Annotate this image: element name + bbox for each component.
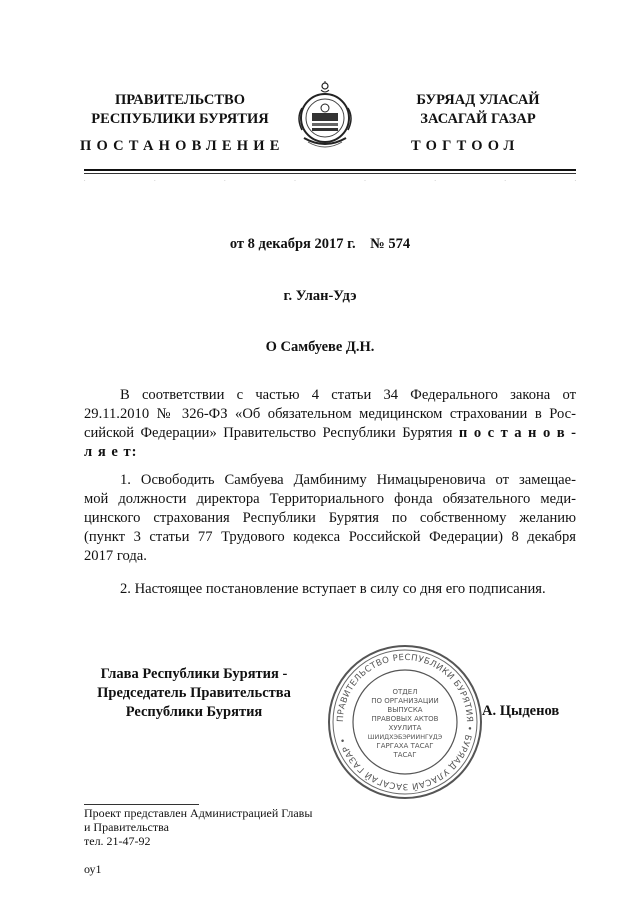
preamble-resolves-part2: л я е т: [84,444,138,460]
item-1-paragraph [84,471,576,566]
document-city: г. Улан-Удэ [283,288,357,304]
footer-note [84,806,312,848]
signatory-position [84,665,304,722]
preamble-resolves-part1: п о с т а н о в - [458,425,576,441]
header-left-org [80,91,280,129]
header-left-line2: РЕСПУБЛИКИ БУРЯТИЯ [91,111,269,127]
item-1-line-5: 2017 года. [84,548,147,564]
header-left-line1: ПРАВИТЕЛЬСТВО [115,92,245,108]
header-right-org [378,91,578,129]
stamp-inner-line3: ВЫПУСКА [387,706,423,714]
stamp-inner-line4: ПРАВОВЫХ АКТОВ [371,715,439,723]
item-2-paragraph: 2. Настоящее постановление вступает в силу со дня его подписания. [120,581,546,597]
stamp-inner-line1: ОТДЕЛ [392,688,418,696]
signatory-position-line3: Республики Бурятия [125,704,263,720]
stamp-outer-text: ПРАВИТЕЛЬСТВО РЕСПУБЛИКИ БУРЯТИЯ • БУРЯАД УЛАСАЙ ЗАСАГАЙ ГАЗАР • [335,652,475,792]
footer-rule [84,804,199,805]
signatory-name: А. Цыденов [482,703,560,719]
stamp-inner-line7: ГАРГАХА ТАСАГ [376,742,434,750]
preamble-paragraph [84,386,576,462]
footer-line3: тел. 21-47-92 [84,834,151,848]
item-1-line-4: (пункт 3 статьи 77 Трудового кодекса Российской Федерации) 8 декабря [84,529,576,545]
footer-line2: и Правительства [84,820,169,834]
header-rule-thin [84,173,576,174]
signatory-position-line1: Глава Республики Бурятия - [100,666,288,682]
stamp-inner-line6: ШИИДХЭБЭРИИНГУДЭ [367,733,443,741]
preamble-line-3 [84,424,576,443]
header-dotted-rule: . . . . . . . . [84,177,576,183]
doc-type-right: ТОГТООЛ [411,138,520,154]
document-date-number: от 8 декабря 2017 г. № 574 [229,236,411,252]
footer-line1: Проект представлен Администрацией Главы [84,806,313,820]
header-right-line2: ЗАСАГАЙ ГАЗАР [420,111,536,127]
header-right-line1: БУРЯАД УЛАСАЙ [416,92,540,108]
signatory-position-line2: Председатель Правительства [97,685,291,701]
official-stamp [325,642,485,802]
stamp-inner-line5: ХУУЛИТА [388,724,422,732]
stamp-inner-line2: ПО ОРГАНИЗАЦИИ [371,697,439,705]
doc-type-left: ПОСТАНОВЛЕНИЕ [80,138,285,154]
stamp-inner-line8: ТАСАГ [393,751,417,759]
footer-code: оу1 [84,862,102,876]
preamble-line-2: 29.11.2010 № 326-ФЗ «Об обязательном медицинском страховании в Рос- [84,406,576,422]
header-rule-thick [84,169,576,171]
coat-of-arms-icon [294,80,356,152]
document-title: О Самбуеве Д.Н. [265,339,375,355]
item-1-line-2: мой должности директора Территориального фонда обязательного меди- [84,491,576,507]
preamble-line-1: В соответствии с частью 4 статьи 34 Федерального закона от [120,387,576,403]
preamble-line-3-text: сийской Федерации» Правительство Республики Бурятия [84,425,459,441]
item-1-line-3: цинского страхования Республики Бурятия по собственному желанию [84,510,576,526]
item-1-line-1: 1. Освободить Самбуева Дамбиниму Нимацыреновича от замещае- [120,472,576,488]
